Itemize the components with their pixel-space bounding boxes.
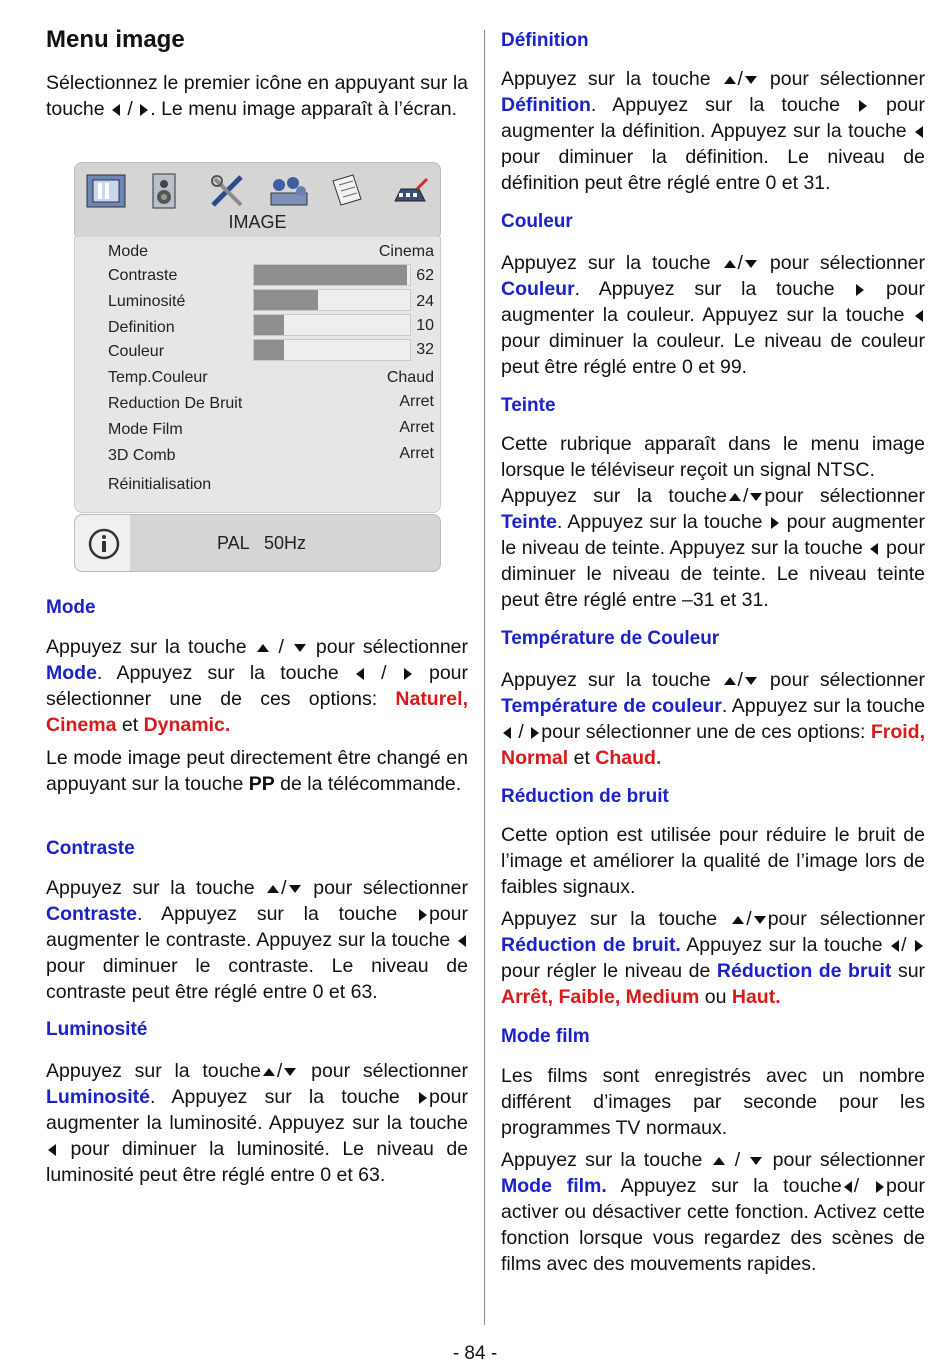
right-arrow-icon [419,1092,427,1104]
section-heading-couleur: Couleur [501,211,573,232]
menu-icon-bar [74,162,441,240]
menu-row-label[interactable]: Temp.Couleur [108,369,208,386]
right-arrow-icon [419,909,427,921]
menu-row-value: 62 [416,267,434,284]
up-arrow-icon [724,76,736,84]
right-arrow-icon [876,1181,884,1193]
down-arrow-icon [750,493,762,501]
up-arrow-icon [724,677,736,685]
menu-row-value: Arret [399,419,434,436]
left-arrow-icon [112,104,120,116]
color-slider-fill [254,340,284,360]
left-arrow-icon [891,940,899,952]
section-heading-luminosite: Luminosité [46,1019,148,1040]
document-icon[interactable] [327,171,367,209]
down-arrow-icon [289,885,301,893]
tv-image-menu [74,162,439,572]
mode-paragraph: Appuyez sur la touche / pour sélectionner Mode. Appuyez sur la touche / pour sélectionner une de ces options: Naturel, Cinema et Dynamic. [46,636,469,736]
up-arrow-icon [267,885,279,893]
reduction-intro: Cette option est utilisée pour réduire le bruit de l’image et améliorer la qualité de l’image lors de faibles signaux. [501,824,925,898]
couleur-paragraph: Appuyez sur la touche / pour sélectionner Couleur. Appuyez sur la touche pour augmenter la couleur. Appuyez sur la touche pour diminuer la couleur. Le niveau de couleur peut être réglé entre 0 et 99. [501,252,926,378]
right-arrow-icon [771,517,779,529]
menu-settings-list [74,237,441,513]
menu-row-value: Cinema [378,243,434,260]
menu-row-label[interactable]: Reduction De Bruit [108,395,243,412]
teinte-paragraph: Appuyez sur la touche / pour sélectionner Teinte. Appuyez sur la touche pour augmenter le niveau de teinte. Appuyez sur la touche pour diminuer le niveau de teinte. Le niveau teinte peut être réglé entre –31 et 31. [501,485,926,611]
section-heading-reduction: Réduction de bruit [501,786,669,807]
definition-paragraph: Appuyez sur la touche / pour sélectionner Définition. Appuyez sur la touche pour augmenter la définition. Appuyez sur la touche pour diminuer la définition. Le niveau de définition peut être réglé entre 0 et 31. [501,68,926,194]
menu-row-label[interactable]: Réinitialisation [108,476,212,493]
definition-slider-fill [254,315,284,335]
brightness-slider-fill [254,290,318,310]
speaker-icon[interactable] [145,171,185,209]
menu-row-label[interactable]: Couleur [108,343,165,360]
color-slider[interactable] [253,339,411,361]
right-arrow-icon [140,104,148,116]
menu-row-value: Chaud [386,369,434,386]
menu-row-label[interactable]: Mode [108,243,149,260]
menu-row-label[interactable]: Contraste [108,267,178,284]
reduction-paragraph: Appuyez sur la touche / pour sélectionner Réduction de bruit. Appuyez sur la touche / pour régler le niveau de Réduction de bruit sur Arrêt, Faible, Medium ou Haut. [501,908,926,1008]
picture-icon[interactable] [85,171,125,209]
section-heading-definition: Définition [501,30,589,51]
menu-title: IMAGE [228,212,287,232]
menu-row-value: 32 [416,341,434,358]
column-divider [484,30,485,1325]
section-heading-teinte: Teinte [501,395,556,416]
tools-icon[interactable] [207,171,247,209]
up-arrow-icon [729,493,741,501]
teinte-intro: Cette rubrique apparaît dans le menu image lorsque le téléviseur reçoit un signal NTSC. [501,433,925,481]
menu-status-bar [74,514,441,572]
menu-row-label[interactable]: Mode Film [108,421,183,438]
modefilm-paragraph: Appuyez sur la touche / pour sélectionner Mode film. Appuyez sur la touche / pour activer ou désactiver cette fonction. Activez cette fonction lorsque vous regardez des scènes de films avec des mouvements rapides. [501,1149,926,1275]
left-arrow-icon [503,727,511,739]
left-arrow-icon [356,668,364,680]
menu-row-value: 10 [416,317,434,334]
luminosite-paragraph: Appuyez sur la touche / pour sélectionner Luminosité. Appuyez sur la touche pour augmenter la luminosité. Appuyez sur la touche pour diminuer la luminosité. Le niveau de luminosité peut être réglé entre 0 et 63. [46,1060,469,1186]
page-title: Menu image [46,26,185,53]
down-arrow-icon [745,260,757,268]
down-arrow-icon [294,644,306,652]
up-arrow-icon [732,916,744,924]
source-icon[interactable] [391,171,431,209]
settings-icon[interactable] [267,171,307,209]
up-arrow-icon [713,1157,725,1165]
right-arrow-icon [859,100,867,112]
menu-row-value: Arret [399,445,434,462]
contrast-slider-fill [254,265,407,285]
left-arrow-icon [870,543,878,555]
menu-row-label[interactable]: Luminosité [108,293,186,310]
right-arrow-icon [915,940,923,952]
down-arrow-icon [284,1068,296,1076]
down-arrow-icon [745,76,757,84]
up-arrow-icon [257,644,269,652]
left-arrow-icon [48,1144,56,1156]
left-arrow-icon [458,935,466,947]
brightness-slider[interactable] [253,289,411,311]
down-arrow-icon [745,677,757,685]
right-arrow-icon [856,284,864,296]
contraste-paragraph: Appuyez sur la touche / pour sélectionner Contraste. Appuyez sur la touche pour augmenter le contraste. Appuyez sur la touche pour diminuer le contraste. Le niveau de contraste peut être réglé entre 0 et 63. [46,877,469,1003]
up-arrow-icon [263,1068,275,1076]
section-heading-temperature: Température de Couleur [501,628,720,649]
down-arrow-icon [754,916,766,924]
section-heading-modefilm: Mode film [501,1026,590,1047]
temperature-paragraph: Appuyez sur la touche / pour sélectionner Température de couleur. Appuyez sur la touche / pour sélectionner une de ces options: Froid, Normal et Chaud. [501,669,926,769]
menu-row-label[interactable]: Definition [108,319,175,336]
menu-row-value: Arret [399,393,434,410]
menu-row-label[interactable]: 3D Comb [108,447,176,464]
info-icon[interactable] [75,515,130,571]
signal-status: PAL 50Hz [217,533,307,553]
menu-row-value: 24 [416,293,434,310]
up-arrow-icon [724,260,736,268]
mode-shortcut-paragraph: Le mode image peut directement être changé en appuyant sur la touche PP de la télécommande. [46,747,468,795]
intro-paragraph: Sélectionnez le premier icône en appuyant sur la touche / . Le menu image apparaît à l’écran. [46,72,468,120]
contrast-slider[interactable] [253,264,411,286]
page-number: - 84 - [452,1343,498,1364]
left-arrow-icon [844,1181,852,1193]
down-arrow-icon [750,1157,762,1165]
left-arrow-icon [915,126,923,138]
definition-slider[interactable] [253,314,411,336]
right-arrow-icon [404,668,412,680]
right-arrow-icon [531,727,539,739]
section-heading-contraste: Contraste [46,838,135,859]
section-heading-mode: Mode [46,597,96,618]
modefilm-intro: Les films sont enregistrés avec un nombre différent d’images par seconde pour les programmes TV normaux. [501,1065,925,1139]
left-arrow-icon [915,310,923,322]
